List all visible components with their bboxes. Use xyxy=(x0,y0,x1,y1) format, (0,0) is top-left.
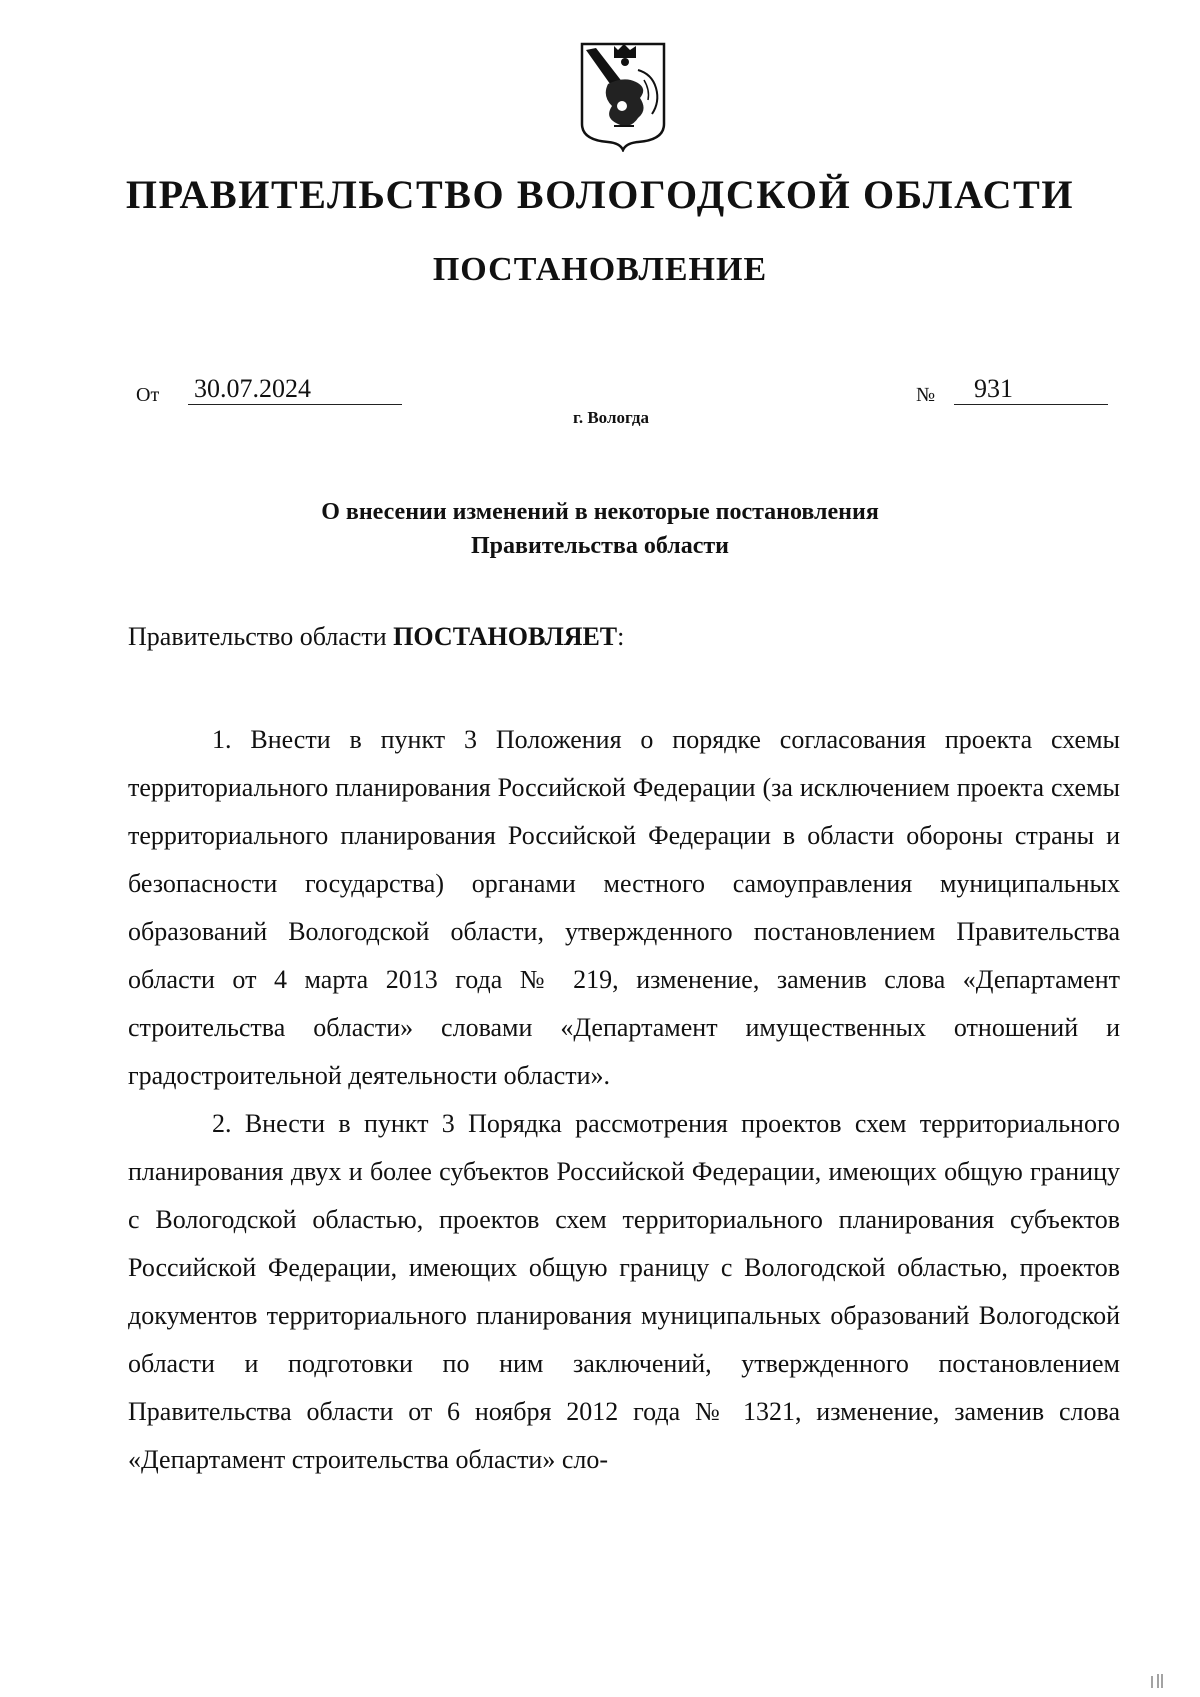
organization-title: ПРАВИТЕЛЬСТВО ВОЛОГОДСКОЙ ОБЛАСТИ xyxy=(125,172,1075,217)
coat-of-arms-icon xyxy=(578,40,668,152)
document-date: 30.07.2024 xyxy=(188,374,402,405)
document-type: ПОСТАНОВЛЕНИЕ xyxy=(432,251,768,288)
subject-line-2: Правительства области xyxy=(471,533,729,559)
preamble-text: Правительство области xyxy=(128,622,394,651)
document-subject xyxy=(0,495,1200,563)
city: г. Вологда xyxy=(573,408,649,427)
number-label: № xyxy=(916,384,936,406)
paragraph-2: 2. Внести в пункт 3 Порядка рассмотрения проектов схем территориального планирования двух и более субъектов Российской Федерации, имеющих общую границу с Вологодской областью, проектов схем территориального планирования субъектов Российской Федерации, имеющих общую границу с Вологодской областью, проектов документов территориального планирования муниципальных образований Вологодской области и подготовки по ним заключений, утвержденного постановлением Правительства области от 6 ноября 2012 года № 1321, изменение, заменив слова «Департамент строительства области» сло- xyxy=(128,1109,1120,1474)
document-number: 931 xyxy=(954,374,1108,405)
subject-line-1: О внесении изменений в некоторые постановления xyxy=(321,499,879,525)
preamble-bold: ПОСТАНОВЛЯЕТ xyxy=(393,622,618,651)
document-body xyxy=(128,716,1120,1484)
preamble-suffix: : xyxy=(617,622,625,651)
preamble xyxy=(128,622,624,652)
paragraph-1: 1. Внести в пункт 3 Положения о порядке согласования проекта схемы территориального планирования Российской Федерации (за исключением проекта схемы территориального планирования Российской Федерации в области обороны страны и безопасности государства) органами местного самоуправления муниципальных образований Вологодской области, утвержденного постановлением Правительства области от 4 марта 2013 года № 219, изменение, заменив слова «Департамент строительства области» словами «Департамент имущественных отношений и градостроительной деятельности области». xyxy=(128,725,1120,1090)
scan-mark-icon xyxy=(1148,1672,1168,1690)
date-label: От xyxy=(136,384,160,406)
